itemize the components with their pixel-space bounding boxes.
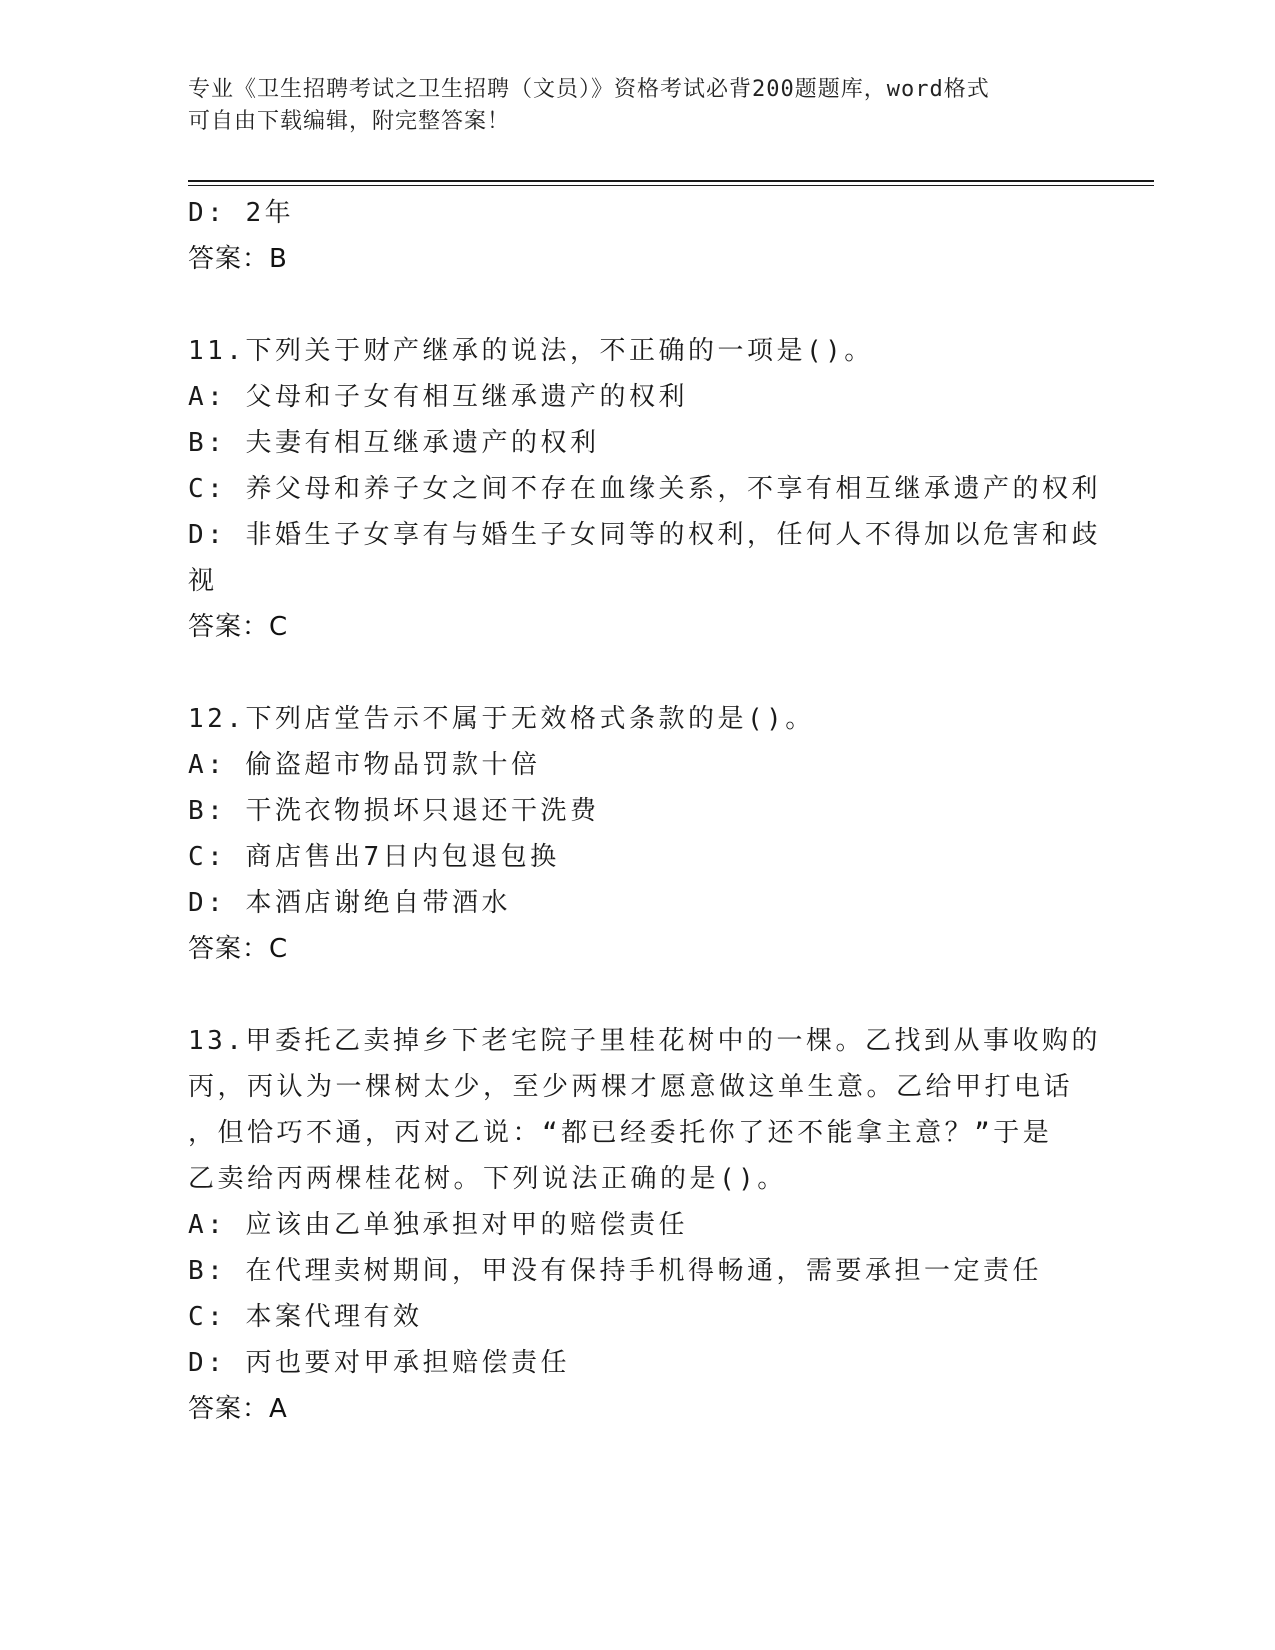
header-line-1: 专业《卫生招聘考试之卫生招聘（文员）》资格考试必背200题题库，word格式 — [188, 77, 990, 102]
question-11 — [188, 328, 1101, 650]
question-stem-line-1: 13.甲委托乙卖掉乡下老宅院子里桂花树中的一棵。乙找到从事收购的 — [188, 1026, 1101, 1056]
header-line-2: 可自由下载编辑，附完整答案！ — [188, 109, 511, 134]
question-stem: 12.下列店堂告示不属于无效格式条款的是()。 — [188, 704, 815, 734]
question-12 — [188, 696, 1088, 972]
spacer — [188, 282, 1088, 328]
option-b: B: 夫妻有相互继承遗产的权利 — [188, 428, 600, 458]
spacer — [188, 972, 1088, 1018]
option-c: C: 本案代理有效 — [188, 1302, 423, 1332]
option-a: A: 应该由乙单独承担对甲的赔偿责任 — [188, 1210, 688, 1240]
option-b: B: 在代理卖树期间，甲没有保持手机得畅通，需要承担一定责任 — [188, 1256, 1042, 1286]
header-divider-thick — [188, 180, 1154, 182]
question-13 — [188, 1018, 1101, 1432]
document-header — [188, 74, 1068, 138]
question-list — [188, 190, 1101, 1432]
option-a: A: 父母和子女有相互继承遗产的权利 — [188, 382, 688, 412]
header-divider-thin — [188, 185, 1154, 186]
question-stem-line-2: 丙，丙认为一棵树太少，至少两棵才愿意做这单生意。乙给甲打电话 — [188, 1072, 1074, 1102]
option-c: C: 养父母和养子女之间不存在血缘关系，不享有相互继承遗产的权利 — [188, 474, 1101, 504]
option-d: D: 丙也要对甲承担赔偿责任 — [188, 1348, 570, 1378]
answer: 答案：C — [188, 612, 289, 642]
answer: 答案：A — [188, 1394, 288, 1424]
spacer — [188, 650, 1088, 696]
option-d-continued: 视 — [188, 566, 218, 596]
prev-question-answer: 答案：B — [188, 244, 288, 274]
option-a: A: 偷盗超市物品罚款十倍 — [188, 750, 541, 780]
question-stem-line-4: 乙卖给丙两棵桂花树。下列说法正确的是()。 — [188, 1164, 787, 1194]
question-stem: 11.下列关于财产继承的说法，不正确的一项是()。 — [188, 336, 874, 366]
answer: 答案：C — [188, 934, 289, 964]
question-stem-line-3: ，但恰巧不通，丙对乙说：“都已经委托你了还不能拿主意？”于是 — [188, 1118, 1053, 1148]
option-d: D: 本酒店谢绝自带酒水 — [188, 888, 511, 918]
option-d: D: 非婚生子女享有与婚生子女同等的权利，任何人不得加以危害和歧 — [188, 520, 1101, 550]
option-c: C: 商店售出7日内包退包换 — [188, 842, 560, 872]
prev-question-option-d: D: 2年 — [188, 198, 295, 228]
option-b: B: 干洗衣物损坏只退还干洗费 — [188, 796, 600, 826]
